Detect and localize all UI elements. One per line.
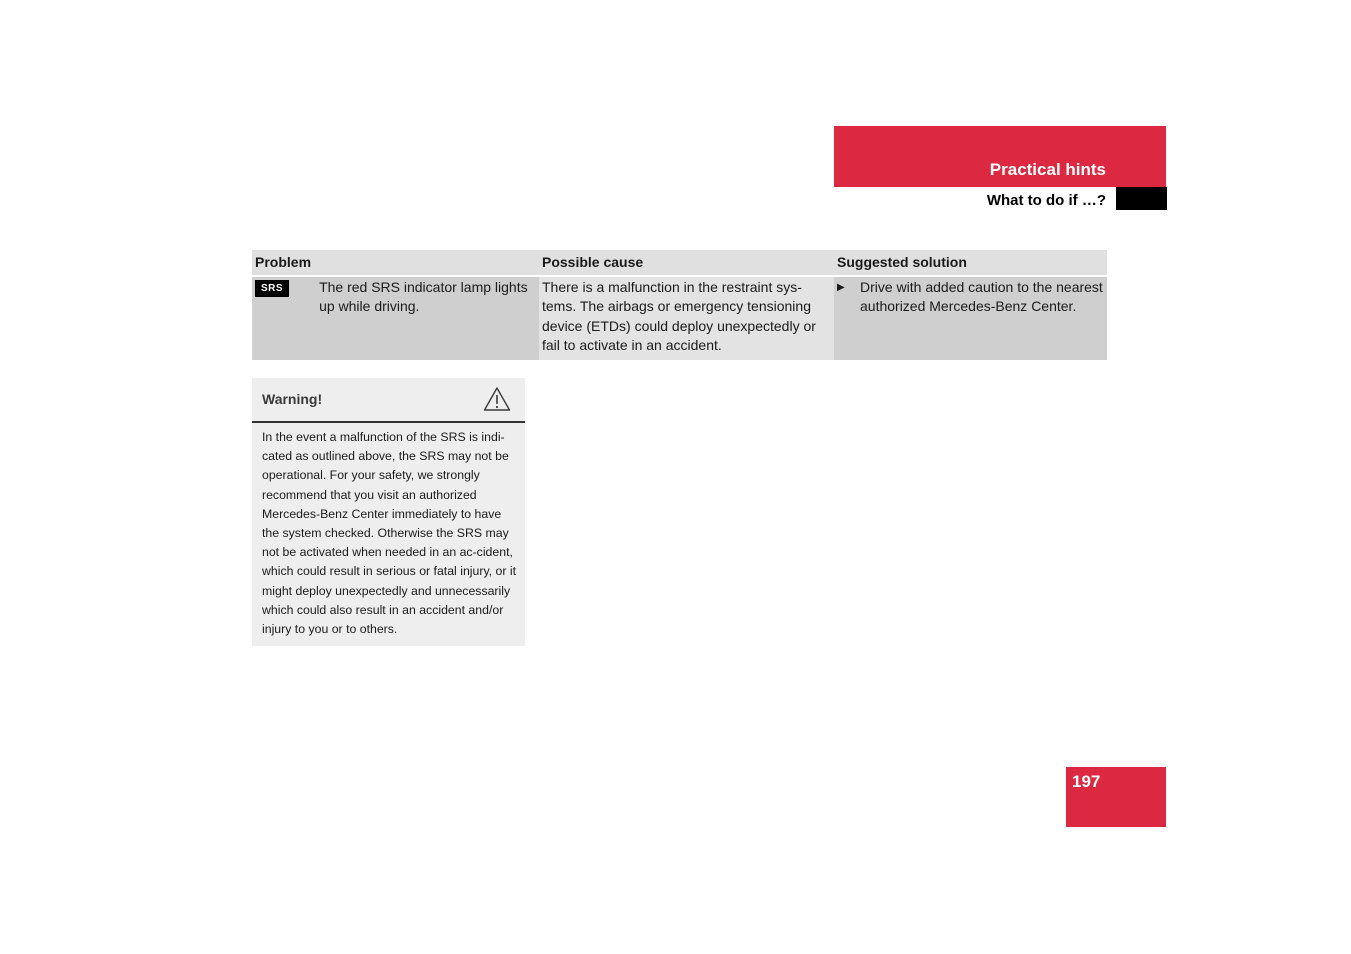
table-header-row [252, 250, 1107, 276]
table-row [252, 276, 1107, 360]
srs-indicator-icon: SRS [255, 280, 289, 297]
section-title: Practical hints [989, 160, 1106, 179]
warning-triangle-icon [483, 386, 511, 412]
solution-cell [834, 276, 1107, 360]
problem-text: The red SRS indicator lamp lights up while driving. [319, 279, 528, 315]
solution-text: Drive with added caution to the nearest authorized Mercedes-Benz Center. [860, 279, 1103, 315]
column-header-solution: Suggested solution [834, 250, 1107, 276]
subsection-marker [1116, 187, 1167, 210]
troubleshooting-table [252, 250, 1107, 360]
cause-cell [539, 276, 834, 360]
page-number: 197 [1072, 772, 1101, 791]
subsection-title: What to do if …? [986, 192, 1106, 209]
warning-title: Warning! [262, 391, 323, 407]
column-header-problem: Problem [252, 250, 539, 276]
warning-text: In the event a malfunction of the SRS is indi-cated as outlined above, the SRS may not be operational. For your safety, we strongly recommend that you visit an authorized Mercedes-Benz Center immediately to have the system checked. Otherwise the SRS may not be activated when needed in an ac-cident, which could result in serious or fatal injury, or it might deploy unexpectedly and unnecessarily which could also result in an accident and/or injury to you or to others. [262, 430, 517, 637]
warning-header [252, 378, 525, 423]
warning-box [252, 378, 525, 646]
column-header-cause: Possible cause [539, 250, 834, 276]
bullet-arrow-icon: ▶ [837, 282, 845, 293]
cause-text: There is a malfunction in the restraint sys-tems. The airbags or emergency tensioning device (ETDs) could deploy unexpectedly or fail to activate in an accident. [542, 279, 816, 353]
problem-cell [252, 276, 539, 360]
page-number-box [1066, 767, 1166, 827]
